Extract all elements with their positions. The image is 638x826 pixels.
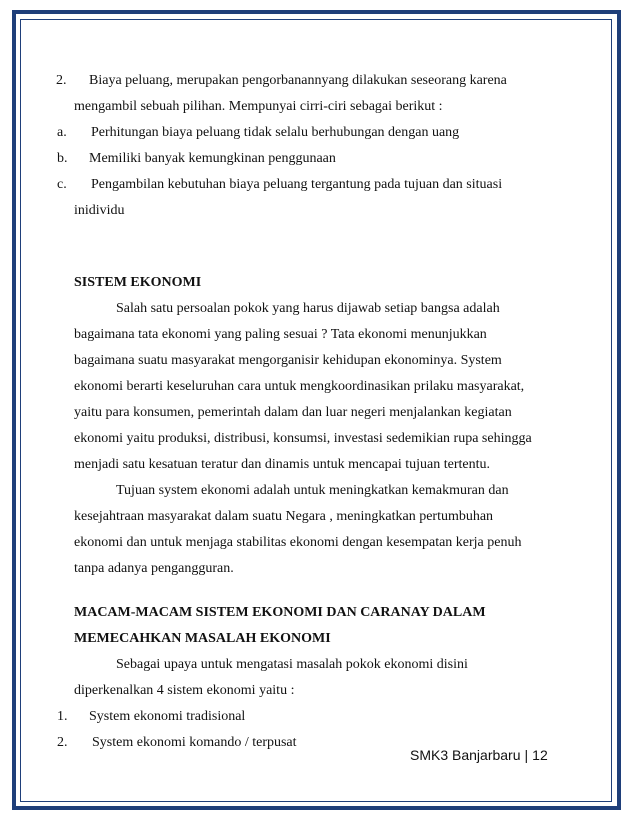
list-letter: a.: [57, 125, 67, 140]
paragraph-line: Tujuan system ekonomi adalah untuk meningkatkan kemakmuran dan: [116, 483, 509, 498]
section-heading: MEMECAHKAN MASALAH EKONOMI: [74, 631, 331, 646]
paragraph-line: diperkenalkan 4 sistem ekonomi yaitu :: [74, 683, 295, 698]
paragraph-line: bagaimana tata ekonomi yang paling sesuai ? Tata ekonomi menunjukkan: [74, 327, 487, 342]
page-footer: [410, 747, 548, 763]
paragraph-line: Biaya peluang, merupakan pengorbanannyang dilakukan seseorang karena: [89, 73, 507, 88]
list-number: 2.: [57, 735, 68, 750]
list-letter: b.: [57, 151, 68, 166]
list-number: 2.: [56, 73, 67, 88]
footer-school: SMK3 Banjarbaru: [410, 747, 521, 763]
list-item: Memiliki banyak kemungkinan penggunaan: [89, 151, 336, 166]
section-heading: SISTEM EKONOMI: [74, 275, 202, 290]
paragraph-line: mengambil sebuah pilihan. Mempunyai cirri-ciri sebagai berikut :: [74, 99, 443, 114]
list-item: Pengambilan kebutuhan biaya peluang tergantung pada tujuan dan situasi: [91, 177, 503, 192]
paragraph-line: Salah satu persoalan pokok yang harus dijawab setiap bangsa adalah: [116, 301, 500, 316]
paragraph-line: ekonomi berarti keseluruhan cara untuk mengkoordinasikan prilaku masyarakat,: [74, 379, 525, 394]
paragraph-line: ekonomi dan untuk menjaga stabilitas ekonomi dengan kesempatan kerja penuh: [74, 535, 522, 550]
list-letter: c.: [57, 177, 67, 192]
paragraph-line: yaitu para konsumen, pemerintah dalam dan luar negeri menjalankan kegiatan: [74, 405, 512, 420]
paragraph-line: ekonomi yaitu produksi, distribusi, konsumsi, investasi sedemikian rupa sehingga: [74, 431, 532, 446]
paragraph-line: menjadi satu kesatuan teratur dan dinamis untuk mencapai tujuan tertentu.: [74, 457, 490, 472]
paragraph-line: Sebagai upaya untuk mengatasi masalah pokok ekonomi disini: [116, 657, 468, 672]
page-number: 12: [532, 747, 548, 763]
footer-separator: |: [524, 747, 529, 763]
section-heading: MACAM-MACAM SISTEM EKONOMI DAN CARANAY DALAM: [74, 605, 486, 620]
list-item-continuation: inidividu: [74, 203, 125, 218]
list-item: System ekonomi komando / terpusat: [92, 735, 297, 750]
list-item: System ekonomi tradisional: [89, 709, 246, 724]
paragraph-line: kesejahtraan masyarakat dalam suatu Negara , meningkatkan pertumbuhan: [74, 509, 494, 524]
list-number: 1.: [57, 709, 68, 724]
paragraph-line: tanpa adanya pengangguran.: [74, 561, 234, 576]
paragraph-line: bagaimana suatu masyarakat mengorganisir kehidupan ekonominya. System: [74, 353, 502, 368]
list-item: Perhitungan biaya peluang tidak selalu berhubungan dengan uang: [91, 125, 460, 140]
